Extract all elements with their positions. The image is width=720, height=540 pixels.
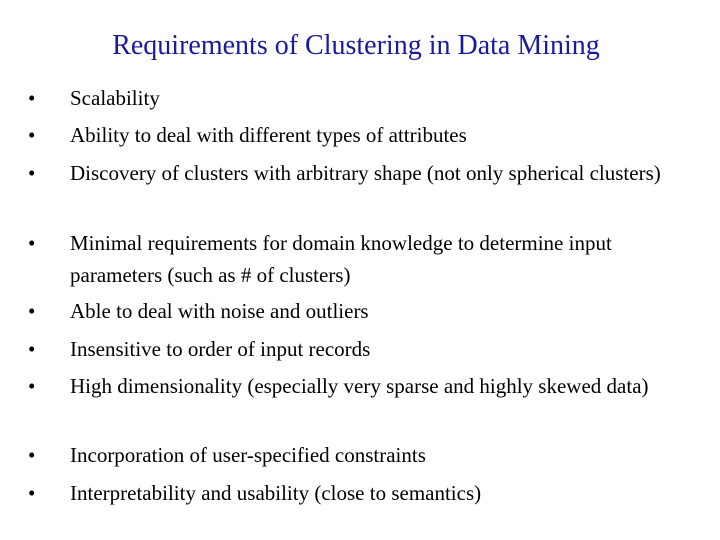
bullet-icon: • (28, 481, 36, 505)
bullet-icon: • (28, 337, 36, 361)
bullet-item (28, 333, 678, 365)
bullet-icon: • (28, 161, 36, 185)
bullet-text: Insensitive to order of input records (70, 337, 371, 361)
bullet-icon: • (28, 374, 36, 398)
bullet-item (28, 439, 678, 471)
bullet-text: Interpretability and usability (close to semantics) (70, 481, 482, 505)
bullet-text: Ability to deal with different types of attributes (70, 123, 467, 147)
bullet-item (28, 119, 678, 151)
bullet-icon: • (28, 299, 36, 323)
bullet-text: Minimal requirements for domain knowledge to determine input parameters (such as # of clusters) (70, 231, 612, 287)
bullet-text: Able to deal with noise and outliers (70, 299, 369, 323)
bullet-text: Discovery of clusters with arbitrary shape (not only spherical clusters) (70, 161, 661, 185)
bullet-item (28, 295, 678, 327)
bullet-item (28, 477, 678, 509)
bullet-item (28, 82, 678, 114)
bullet-icon: • (28, 86, 36, 110)
bullet-item (28, 227, 678, 291)
bullet-item (28, 370, 678, 402)
bullet-icon: • (28, 443, 36, 467)
bullet-icon: • (28, 123, 36, 147)
bullet-item (28, 157, 678, 189)
bullet-text: Scalability (70, 86, 160, 110)
bullet-text: Incorporation of user-specified constraints (70, 443, 426, 467)
slide-title: Requirements of Clustering in Data Mining (112, 30, 600, 61)
bullet-icon: • (28, 231, 36, 255)
bullet-text: High dimensionality (especially very sparse and highly skewed data) (70, 374, 649, 398)
